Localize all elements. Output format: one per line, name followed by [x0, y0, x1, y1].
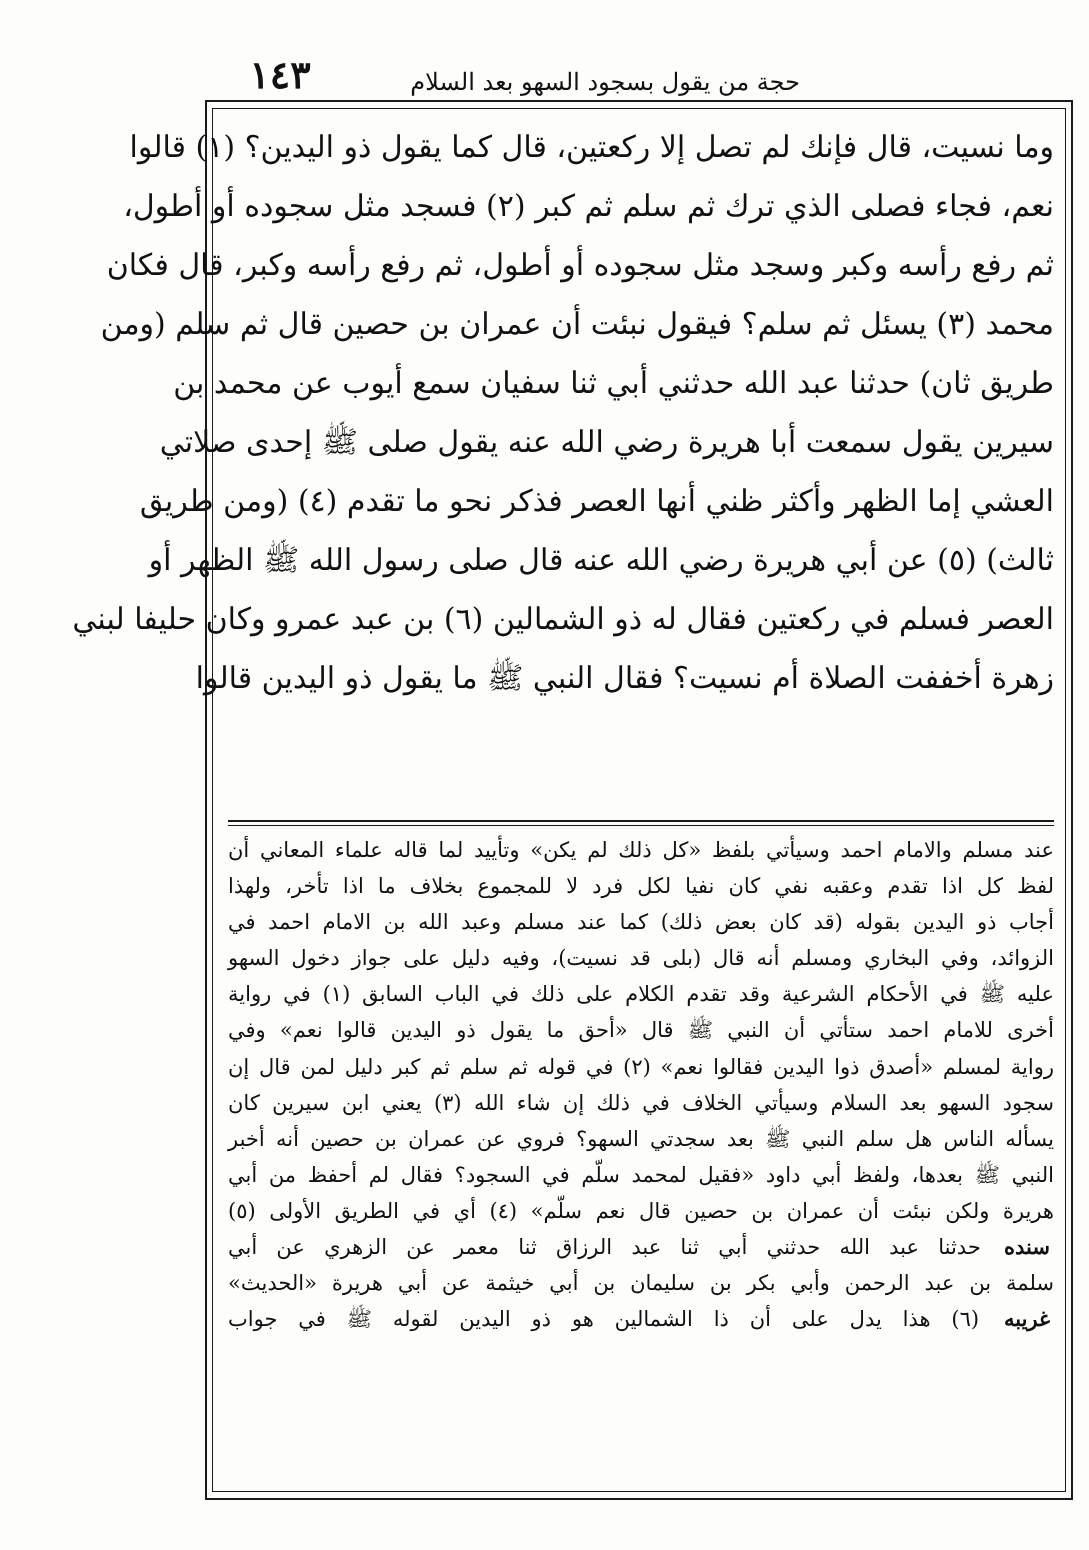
main-text-line: محمد (٣) يسئل ثم سلم؟ فيقول نبئت أن عمران بن حصين قال ثم سلم (ومن [100, 307, 1054, 342]
main-text-line: العصر فسلم في ركعتين فقال له ذو الشمالين (٦) بن عبد عمرو وكان حليفا لبني [72, 602, 1054, 637]
main-text-line: سيرين يقول سمعت أبا هريرة رضي الله عنه يقول صلى ﷺ إحدى صلاتي [159, 425, 1054, 460]
text-footnote-separator [228, 820, 1054, 828]
separator-rule-thick [228, 820, 1054, 822]
hadith-main-text [72, 118, 1054, 708]
footnote-line: عليه ﷺ في الأحكام الشرعية وقد تقدم الكلام على ذلك في الباب السابق (١) في رواية [228, 982, 1054, 1007]
footnote-line-gharib [228, 1301, 1054, 1337]
footnote-line: أجاب ذو اليدين بقوله (قد كان بعض ذلك) كما عند مسلم وعبد الله بن الامام احمد في [228, 910, 1054, 935]
footnote-line: رواية لمسلم «أصدق ذوا اليدين فقالوا نعم» (٢) في قوله ثم سلم ثم كبر دليل لمن قال إن [228, 1054, 1054, 1079]
footnote-line: سجود السهو بعد السلام وسيأتي الخلاف في ذلك إن شاء الله (٣) يعني ابن سيرين كان [228, 1090, 1054, 1115]
footnote-line-sanad [228, 1229, 1054, 1265]
footnote-line: عند مسلم والامام احمد وسيأتي بلفظ «كل ذلك لم يكن» وتأييد لما قاله علماء المعاني أن [228, 838, 1054, 862]
sanad-text: حدثنا عبد الله حدثني أبي ثنا عبد الرزاق ثنا معمر عن الزهري عن أبي [228, 1235, 981, 1260]
gharib-text: (٦) هذا يدل على أن ذا الشمالين هو ذو اليدين لقوله ﷺ في جواب [228, 1307, 980, 1332]
footnote-line: النبي ﷺ بعدها، ولفظ أبي داود «فقيل لمحمد سلّم في السجود؟ فقال لم أحفظ من أبي [228, 1162, 1054, 1187]
main-text-line: العشي إما الظهر وأكثر ظني أنها العصر فذكر نحو ما تقدم (٤) (ومن طريق [139, 484, 1054, 519]
footnote-line: الزوائد، وفي البخاري ومسلم أنه قال (بلى قد نسيت)، وفيه دليل على جواز دخول السهو [228, 946, 1054, 971]
main-text-line: زهرة أخففت الصلاة أم نسيت؟ فقال النبي ﷺ ما يقول ذو اليدين قالوا [195, 661, 1054, 696]
main-text-line: نعم، فجاء فصلى الذي ترك ثم سلم ثم كبر (٢) فسجد مثل سجوده أو أطول، [123, 189, 1054, 224]
page-number: ١٤٣ [249, 52, 311, 97]
footnote-line: أخرى للامام احمد ستأتي أن النبي ﷺ قال «أحق ما يقول ذو اليدين قالوا نعم» وفي [228, 1018, 1054, 1043]
main-text-line: طريق ثان) حدثنا عبد الله حدثني أبي ثنا سفيان سمع أيوب عن محمد بن [173, 366, 1054, 401]
main-text-line: ثم رفع رأسه وكبر وسجد مثل سجوده أو أطول، ثم رفع رأسه وكبر، قال فكان [106, 248, 1054, 283]
footnote-line: سلمة بن عبد الرحمن وأبي بكر بن سليمان بن أبي خيثمة عن أبي هريرة «الحديث» [228, 1271, 1054, 1296]
main-text-line: ثالث) (٥) عن أبي هريرة رضي الله عنه قال صلى رسول الله ﷺ الظهر أو [148, 543, 1054, 578]
footnote-line: لفظ كل اذا تقدم وعقبه نفي كان نفيا لكل فرد لا للمجموع بخلاف ما اذا تأخر، ولهذا [228, 874, 1054, 899]
footnote-line: يسأله الناس هل سلم النبي ﷺ بعد سجدتي السهو؟ فروي عن عمران بن حصين أنه أخبر [228, 1126, 1054, 1151]
footnote-line: هريرة ولكن نبئت أن عمران بن حصين قال نعم سلّم» (٤) أي في الطريق الأولى (٥) [228, 1198, 1054, 1223]
sanad-marker: سنده [1004, 1234, 1050, 1260]
gharib-marker: غريبه [1003, 1306, 1050, 1332]
page-edge-shadow [0, 0, 12, 1550]
main-text-line: وما نسيت، قال فإنك لم تصل إلا ركعتين، قال كما يقول ذو اليدين؟ (١) قالوا [129, 130, 1054, 165]
separator-rule-thin [228, 825, 1054, 826]
commentary-footnotes [228, 832, 1054, 1337]
running-header-title: حجة من يقول بسجود السهو بعد السلام [410, 68, 800, 96]
